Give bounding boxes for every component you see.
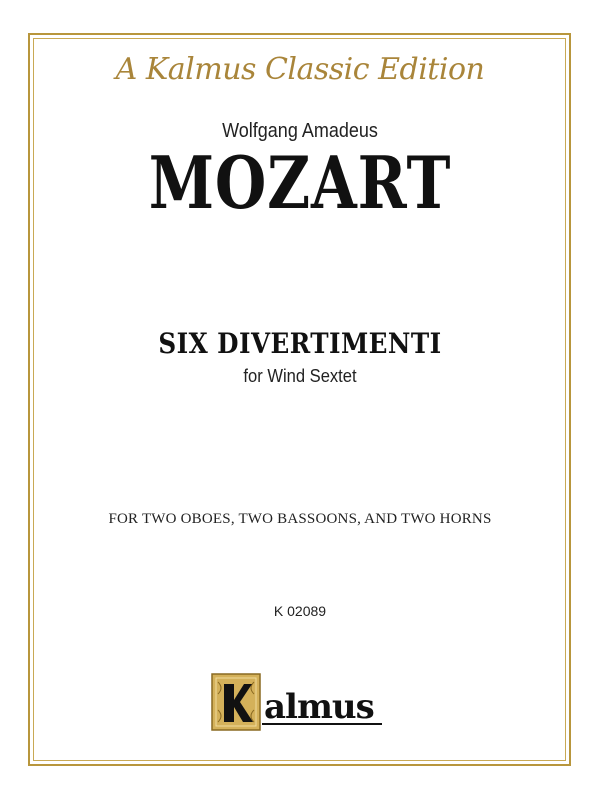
catalog-number: K 02089 xyxy=(273,603,327,619)
logo-wordmark: almus xyxy=(264,687,374,727)
instrumentation-line: FOR TWO OBOES, TWO BASSOONS, AND TWO HORNS xyxy=(108,511,492,527)
edition-label: A Kalmus Classic Edition xyxy=(115,52,485,87)
composer-first-names: Wolfgang Amadeus xyxy=(222,120,378,142)
kalmus-logo xyxy=(210,672,386,732)
work-title: SIX DIVERTIMENTI xyxy=(158,327,442,360)
work-subtitle: for Wind Sextet xyxy=(243,366,357,386)
composer-last-name: MOZART xyxy=(148,140,452,225)
